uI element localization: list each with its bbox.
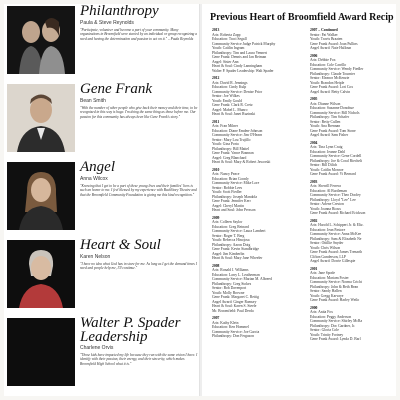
recipient-line: Youth: Brandon Heiple: [310, 80, 345, 85]
recipient-line: Philanthropy: Joe & Coral Riechelt: [310, 158, 363, 163]
recipient-line: Clifton Gunderson, LLP: [310, 254, 346, 259]
year-heading: 2003: [310, 179, 318, 184]
recipient-line: Arts: Colleen Saylor: [212, 220, 243, 224]
recipient-line: Senior: Sandy Hallen: [310, 289, 342, 293]
honoree-name: Paula & Steve Reynolds: [80, 20, 134, 26]
recipient-line: Gene Frank Award: Lynda D. Barl: [310, 337, 361, 341]
award-title: Philanthropy: [80, 3, 159, 19]
recipient-line: Education: Jeanne Dahl: [310, 149, 346, 154]
honoree-quote: "Knowing that I get to be a part of these young lives and their families' lives is such an honor to me. I feel blessed by my experience with BackStory Theatre and that the Broomfield Community Foundation is giving me this kind recognition.": [80, 184, 197, 197]
recipient-line: Community Service: Joe Garcia: [212, 329, 260, 334]
recipient-line: Philanthropy: Joseph Mandola: [212, 194, 258, 199]
recipient-line: Gene Frank: Vance Brannan: [212, 151, 254, 155]
recipient-line: Education: Cindy Kulp: [212, 85, 247, 89]
person-photo-icon: [7, 162, 75, 230]
recipient-line: Gene Frank: Dennis and Jan Reiman: [212, 55, 267, 59]
recipient-line: Angel: Greg Blanchard: [212, 155, 247, 160]
recipient-line: Community Service: Theo Dooley: [310, 193, 361, 197]
recipient-line: Arts: Roberta Zapp: [212, 32, 241, 37]
recipient-line: Philanthropy: Aaron Doig: [212, 242, 251, 247]
portrait-man-icon: [7, 84, 75, 152]
year-heading: 2009: [212, 215, 220, 220]
recipient-line: Youth: Emily Gould: [212, 98, 242, 103]
recipients-year-block: [310, 141, 394, 177]
year-heading: 2002: [310, 218, 318, 223]
recipient-line: Youth: Rebecca Hinojosa: [212, 238, 250, 242]
recipient-line: Education: Jean Pastore: [310, 227, 346, 232]
recipients-year-block: [212, 316, 302, 339]
year-heading: 2004: [310, 140, 318, 145]
award-title: Heart & Soul: [80, 237, 161, 253]
recipient-line: Heart & Soul: Janet Ruzinski: [212, 112, 256, 116]
portrait-woman-icon: [7, 162, 75, 230]
honoree-gene-frank: [4, 82, 200, 156]
recipient-line: Gene Frank: Jennifer Kerr: [212, 199, 251, 203]
recipients-year-block: [212, 168, 302, 213]
recipient-line: Gene Frank Award: Vi Bernard: [310, 172, 356, 176]
recipient-line: Angel Award: Dorrie Gillespie: [310, 259, 356, 263]
recipient-line: Community Service: Marian M. Albreed: [212, 277, 272, 281]
recipients-year-block: [310, 219, 394, 264]
recipient-line: Education: Peggy Anderson: [310, 314, 352, 319]
recipient-line: Youth: Gina Porta: [212, 142, 239, 146]
recipient-line: Arts: Ronald J. Williams: [212, 268, 249, 272]
recipient-line: Education: Larry L. Leatherman: [212, 272, 260, 277]
recipient-line: Community Service: Shirley McRa: [310, 319, 363, 323]
recipient-line: Arts: Kathy Klein: [212, 320, 239, 325]
recipient-line: Senior: Eleanor McKenzie: [310, 76, 350, 80]
recipient-line: Gene Frank Award: James Trenarth: [310, 250, 363, 254]
recipient-line: Senior: Bill Dilich: [310, 163, 338, 167]
honoree-quote: "Participate, volunteer and become a part of your community. Many organizations in Broomfield were started by an individual or group recognizing a need and having the determination and passion to act on it." – Paula Reynolds: [80, 28, 198, 41]
recipient-line: Angel: Jim Kimberlin: [212, 251, 245, 256]
recipient-line: Education: Al Burtleman: [310, 188, 347, 193]
recipient-line: Education: Cole Carrillo: [310, 62, 347, 67]
honoree-philanthropy: [4, 4, 200, 78]
recipient-line: Senior: Ottillie Snyder: [310, 241, 344, 245]
recipient-line: Heart and Soul: John Persson: [212, 208, 256, 212]
recipient-line: Community Service: Anna McKee: [310, 232, 362, 236]
recipient-line: Gene Frank Award: Tom Stone: [310, 128, 356, 133]
recipient-line: Senior: Bob Davenport: [212, 286, 247, 290]
recipient-line: Philanthropy: Bill Mattel: [212, 146, 250, 151]
recipient-line: Youth: Gregg Karvaye: [310, 293, 344, 298]
recipient-line: Philanthropy: Claude Tournier: [310, 71, 355, 76]
recipient-line: Arts: Anita Fox: [310, 310, 333, 314]
honoree-quote: "Those kids have impacted my life because they run with the same vision I have. I identify with their passion, their energy, and their sincerity, which makes Broomfield High School what it is.": [80, 353, 198, 366]
recipient-line: Community Service: Denise Prior: [212, 89, 263, 94]
recipient-line: Philanthropy: John & Beth Bean: [310, 284, 359, 289]
recipients-page: [202, 4, 396, 396]
recipient-line: Angel Award: Nate Halloun: [310, 46, 352, 50]
recipient-line: Community Service: Laura Lambert: [212, 229, 266, 233]
honoree-leadership: [4, 316, 200, 396]
recipient-line: Arts: David R. Jennings: [212, 80, 248, 85]
recipient-line: Youth: Ana Brennan: [310, 124, 341, 128]
recipients-year-block: [310, 54, 394, 95]
recipient-line: Arts: Jane Spode: [310, 271, 335, 275]
photo-placeholder-icon: [7, 318, 75, 386]
honoree-name: Karen Nelson: [80, 254, 111, 260]
year-heading: 2006: [310, 53, 318, 58]
recipient-line: Education: Greg Reinard: [212, 224, 249, 229]
recipient-line: Arts: Harold L. Schippert Jr. & Eliz.: [310, 223, 364, 227]
recipient-line: Angel: Mabel L. Munro: [212, 107, 248, 112]
year-heading: 2013: [212, 28, 220, 32]
recipient-line: Philanthropy: Lloyd "Lee" Lee: [310, 197, 356, 202]
recipient-line: Youth: Travis Braaten: [310, 37, 343, 41]
recipient-line: Senior: Mary Lou Trujillo: [212, 137, 251, 142]
honoree-name: Anna Wilcox: [80, 176, 108, 182]
recipients-title: Previous Heart of Broomfield Award Recip: [210, 12, 394, 23]
recipient-line: Youth: Joanna Rioux: [310, 206, 341, 211]
recipient-line: Angel: Cheryl Martin: [212, 203, 244, 208]
recipient-line: Arts: Nancy Peace: [212, 172, 240, 176]
recipient-line: Youth: Chris Wilson: [310, 245, 341, 250]
award-title: Walter P. Spader Leadership: [80, 315, 181, 345]
recipient-line: Gene Frank: Kevin Standbridge: [212, 247, 260, 251]
honoree-heart-soul: [4, 238, 200, 312]
person-photo-icon: [7, 84, 75, 152]
year-heading: 2011: [212, 119, 220, 124]
year-heading: 2001: [310, 266, 318, 271]
recipient-line: Walter P. Spader Leadership: Walt Spader: [212, 68, 274, 73]
recipient-line: Senior: Betty Cullen: [310, 119, 341, 124]
recipients-column-right: [310, 28, 394, 345]
year-heading: 2000: [310, 305, 318, 310]
recipients-year-block: [310, 306, 394, 342]
recipient-line: Gene Frank Award: Richard Erickson: [310, 211, 366, 215]
recipient-line: Gene Frank Award: Harley Weilo: [310, 298, 360, 302]
recipient-line: Angel Award: Ginger Ramsey: [212, 299, 257, 304]
recipients-year-block: [212, 264, 302, 314]
award-title: Angel: [80, 159, 115, 175]
recipients-year-block: [212, 216, 302, 261]
recipient-line: Heart & Soul: Mary Jane Wheeler: [212, 256, 263, 260]
recipients-year-block: [212, 76, 302, 117]
recipient-line: Philanthropy: Greg Stokes: [212, 281, 252, 286]
recipient-line: Senior: Gloria Cole: [310, 328, 339, 332]
recipient-line: Community Service Judge Patrick Murphy: [212, 41, 276, 46]
recipient-line: Arts: Dianne Wilson: [310, 101, 341, 106]
recipients-year-block: [212, 120, 302, 165]
recipients-year-block: [212, 28, 302, 73]
recipient-line: Community Service: Norma Cricht: [310, 280, 362, 284]
recipients-year-block: [310, 28, 394, 51]
recipients-year-block: [310, 97, 394, 138]
recipient-line: Youth: Scott Fiedler: [212, 190, 242, 194]
recipient-line: Angel Award: Sam Fisher: [310, 133, 349, 137]
recipient-line: Youth: Caitlin Monroe: [310, 167, 344, 172]
recipient-line: Arts: Tina Lynn Craig: [310, 145, 343, 149]
recipient-line: Philanthropy: Doc Gardner, Jr.: [310, 323, 356, 328]
recipient-line: Senior: Arlene Creston: [310, 202, 344, 206]
honoree-quote: "With the number of other people who give back their money and their time, to be recognized in this way is huge. I'm doing the same thing as those before me. Our passion for this community has always been like Gene Frank's story.": [80, 106, 198, 119]
recipient-line: Education: Brian Coonly: [212, 176, 249, 181]
recipient-line: Education: Suzanne Donohue: [310, 106, 354, 110]
year-heading: 2012: [212, 76, 220, 80]
recipient-line: Youth: Molly Browne: [212, 290, 245, 295]
recipient-line: Youth: Caitlin Ingram: [212, 46, 245, 50]
year-heading: 2010: [212, 167, 220, 172]
recipient-line: Philanthropy: Sam & Elizabeth Ne: [310, 236, 362, 241]
recipient-line: Arts: Sherrill Ferrera: [310, 184, 341, 188]
recipient-line: Community Service: Gene Cordell: [310, 154, 362, 158]
recipients-column-left: [212, 28, 302, 342]
recipient-line: Senior: Roger T. Berg: [212, 233, 245, 238]
recipient-line: Youth: Trinity Fortney: [310, 332, 344, 337]
recipient-line: Senior: Joe Wilkes: [212, 94, 240, 98]
year-heading: 2007: [212, 316, 220, 320]
recipient-line: Angel Award: Betty Calvin: [310, 89, 351, 94]
portrait-couple-icon: [7, 6, 75, 74]
recipient-line: Philanthropy: Tim and Laura Vennert: [212, 50, 268, 55]
recipient-line: Heart & Soul: Mary & Robert Jaworski: [212, 160, 271, 164]
award-title: Gene Frank: [80, 81, 153, 97]
person-photo-icon: [7, 240, 75, 308]
recipient-line: Education: Traci Segall: [212, 37, 247, 41]
year-heading: 2007 – Continued: [310, 28, 338, 32]
recipient-line: Philanthropy: Don Ferguson: [212, 334, 254, 338]
recipient-line: Community Service: Bill Nichols: [310, 110, 360, 115]
honoree-angel: [4, 160, 200, 234]
recipient-line: Arts: Debbie Fox: [310, 58, 336, 62]
recipient-line: Gene Frank Award: Lori Cox: [310, 85, 354, 89]
recipient-line: Gene Frank Award: Joan Pullins: [310, 41, 358, 46]
recipient-line: Heart & Soul: Cindy Lanningham: [212, 64, 263, 68]
recipient-line: Gene Frank: Clark R. Cretz: [212, 103, 253, 107]
recipient-line: Heart & Soul: Karen S. Steele: [212, 304, 257, 308]
year-heading: 2005: [310, 97, 318, 101]
recipient-line: Mr. Broomfield: Paul Derda: [212, 308, 254, 313]
recipients-year-block: [310, 267, 394, 303]
recipient-line: Senior: Bobbie Lees: [212, 185, 243, 190]
recipient-line: Community Service: Wendy Fiedler: [310, 67, 364, 71]
recipient-line: Angel: Sister Ann: [212, 59, 239, 64]
recipient-line: Community Service: Mike Lore: [212, 181, 260, 185]
recipient-line: Arts: Fran Milner: [212, 124, 239, 128]
honoree-name: Bean Smith: [80, 98, 106, 104]
honorees-page: [4, 4, 200, 396]
recipient-line: Senior: Pat Walker: [310, 32, 338, 37]
year-heading: 2008: [212, 263, 220, 268]
portrait-woman-icon: [7, 240, 75, 308]
recipient-line: Education: Diane Emden-Johnson: [212, 128, 263, 133]
honoree-name: Charlene Orvis: [80, 345, 114, 351]
recipients-year-block: [310, 180, 394, 216]
honoree-quote: "I have no idea what God has in store for me. As long as I get the demand times I need and people help me, I'll continue.": [80, 262, 197, 271]
recipient-line: Community Service: Jim O'Hearn: [212, 133, 263, 137]
recipient-line: Philanthropy: Tim Schafer: [310, 115, 350, 119]
recipient-line: Gene Frank: Margaret C. Rettig: [212, 295, 259, 299]
recipient-line: Education: Mariam Foster: [310, 275, 349, 280]
recipient-line: Education: Ken Hommel: [212, 325, 249, 329]
person-photo-icon: [7, 6, 75, 74]
